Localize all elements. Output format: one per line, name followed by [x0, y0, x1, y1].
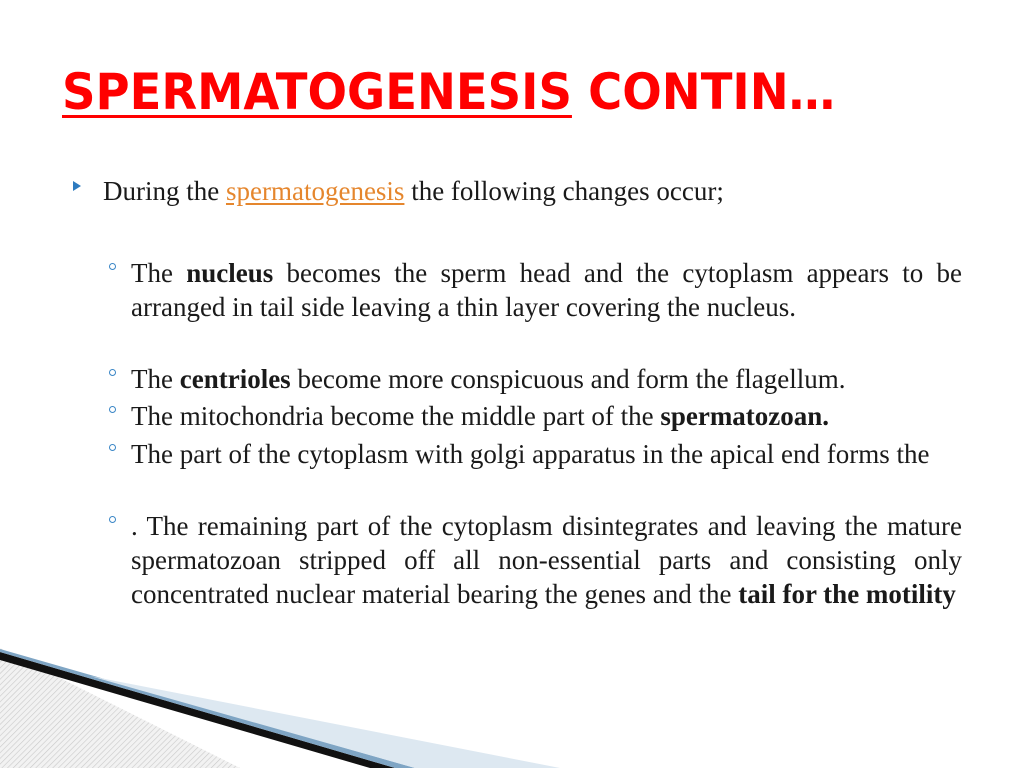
list-item-bold: centrioles — [179, 364, 291, 394]
list-item-text: The — [131, 258, 187, 288]
list-item-text: The — [131, 364, 180, 394]
list-item-text: becomes the sperm head and the cytoplasm appears to be arranged in tail side leaving a thin layer covering the nucleus. — [131, 258, 962, 322]
list-item-bold: tail for the motility — [738, 579, 956, 609]
intro-before: During the — [103, 176, 226, 206]
list-item-text: . The remaining part of the cytoplasm disintegrates and leaving the mature spermatozoan stripped off all non-essential parts and consisting only concentrated nuclear material bearing the genes and the — [131, 511, 962, 609]
list-item-text: The part of the cytoplasm with golgi apparatus in the apical end forms the — [131, 439, 930, 469]
list-item-text: The mitochondria become the middle part of the — [131, 401, 661, 431]
list-item-bold: spermatozoan. — [660, 401, 830, 431]
spermatogenesis-link[interactable]: spermatogenesis — [225, 176, 405, 206]
title-rest: CONTIN… — [571, 63, 836, 121]
title-underlined-word: SPERMATOGENESIS — [62, 63, 572, 121]
list-item-text: become more conspicuous and form the flagellum. — [290, 364, 846, 394]
list-item-bold: nucleus — [186, 258, 274, 288]
intro-after: the following changes occur; — [404, 176, 724, 206]
